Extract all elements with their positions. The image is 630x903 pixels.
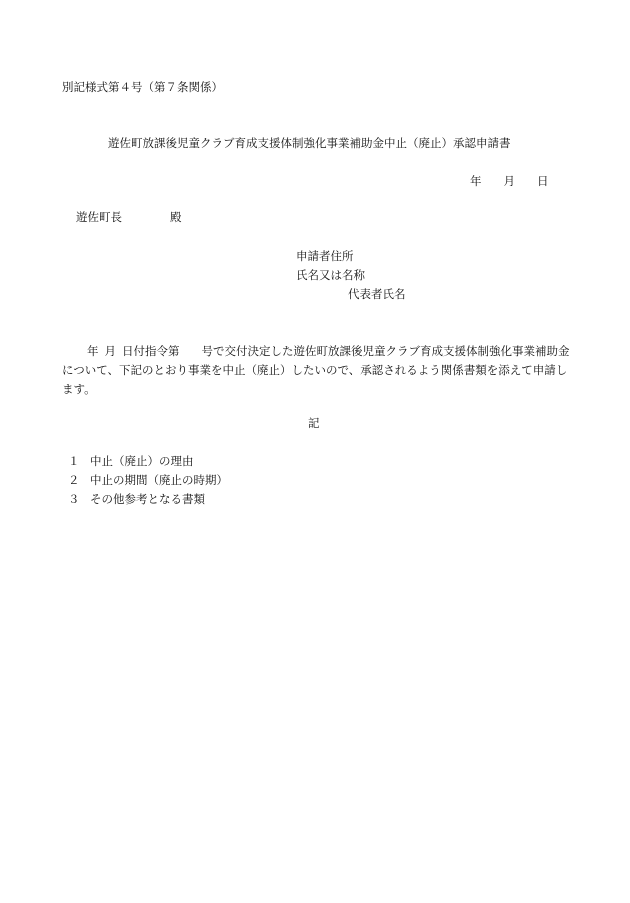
list-item-number: ３	[68, 492, 80, 506]
item-list	[68, 456, 228, 513]
list-item-text: 中止（廃止）の理由	[90, 454, 194, 468]
body-year: 年	[87, 344, 99, 358]
representative-name-label: 代表者氏名	[348, 287, 406, 301]
list-item-number: １	[68, 454, 80, 468]
date-day-label: 日	[537, 174, 549, 188]
applicant-address-label: 申請者住所	[296, 249, 354, 263]
addressee-name: 遊佐町長	[76, 210, 122, 224]
date-month-label: 月	[503, 174, 515, 188]
form-number: 別記様式第４号（第７条関係）	[62, 80, 223, 94]
addressee-honorific: 殿	[170, 210, 182, 224]
ki-heading: 記	[308, 416, 320, 430]
document-title: 遊佐町放課後児童クラブ育成支援体制強化事業補助金中止（廃止）承認申請書	[108, 136, 511, 150]
list-item	[68, 494, 228, 513]
list-item-number: ２	[68, 473, 80, 487]
body-directive: 日付指令第	[122, 344, 180, 358]
body-paragraph	[62, 342, 572, 400]
addressee	[76, 212, 182, 224]
list-item-text: 中止の期間（廃止の時期）	[90, 473, 228, 487]
list-item-text: その他参考となる書類	[90, 492, 205, 506]
body-month: 月	[104, 344, 116, 358]
date-year-label: 年	[470, 174, 482, 188]
applicant-name-label: 氏名又は名称	[296, 268, 365, 282]
body-text: 号で交付決定した遊佐町放課後児童クラブ育成支援体制強化事業補助金について、下記のとおり事業を中止（廃止）したいので、承認されるよう関係書類を添えて申請します。	[62, 344, 570, 397]
date-line	[470, 176, 549, 188]
